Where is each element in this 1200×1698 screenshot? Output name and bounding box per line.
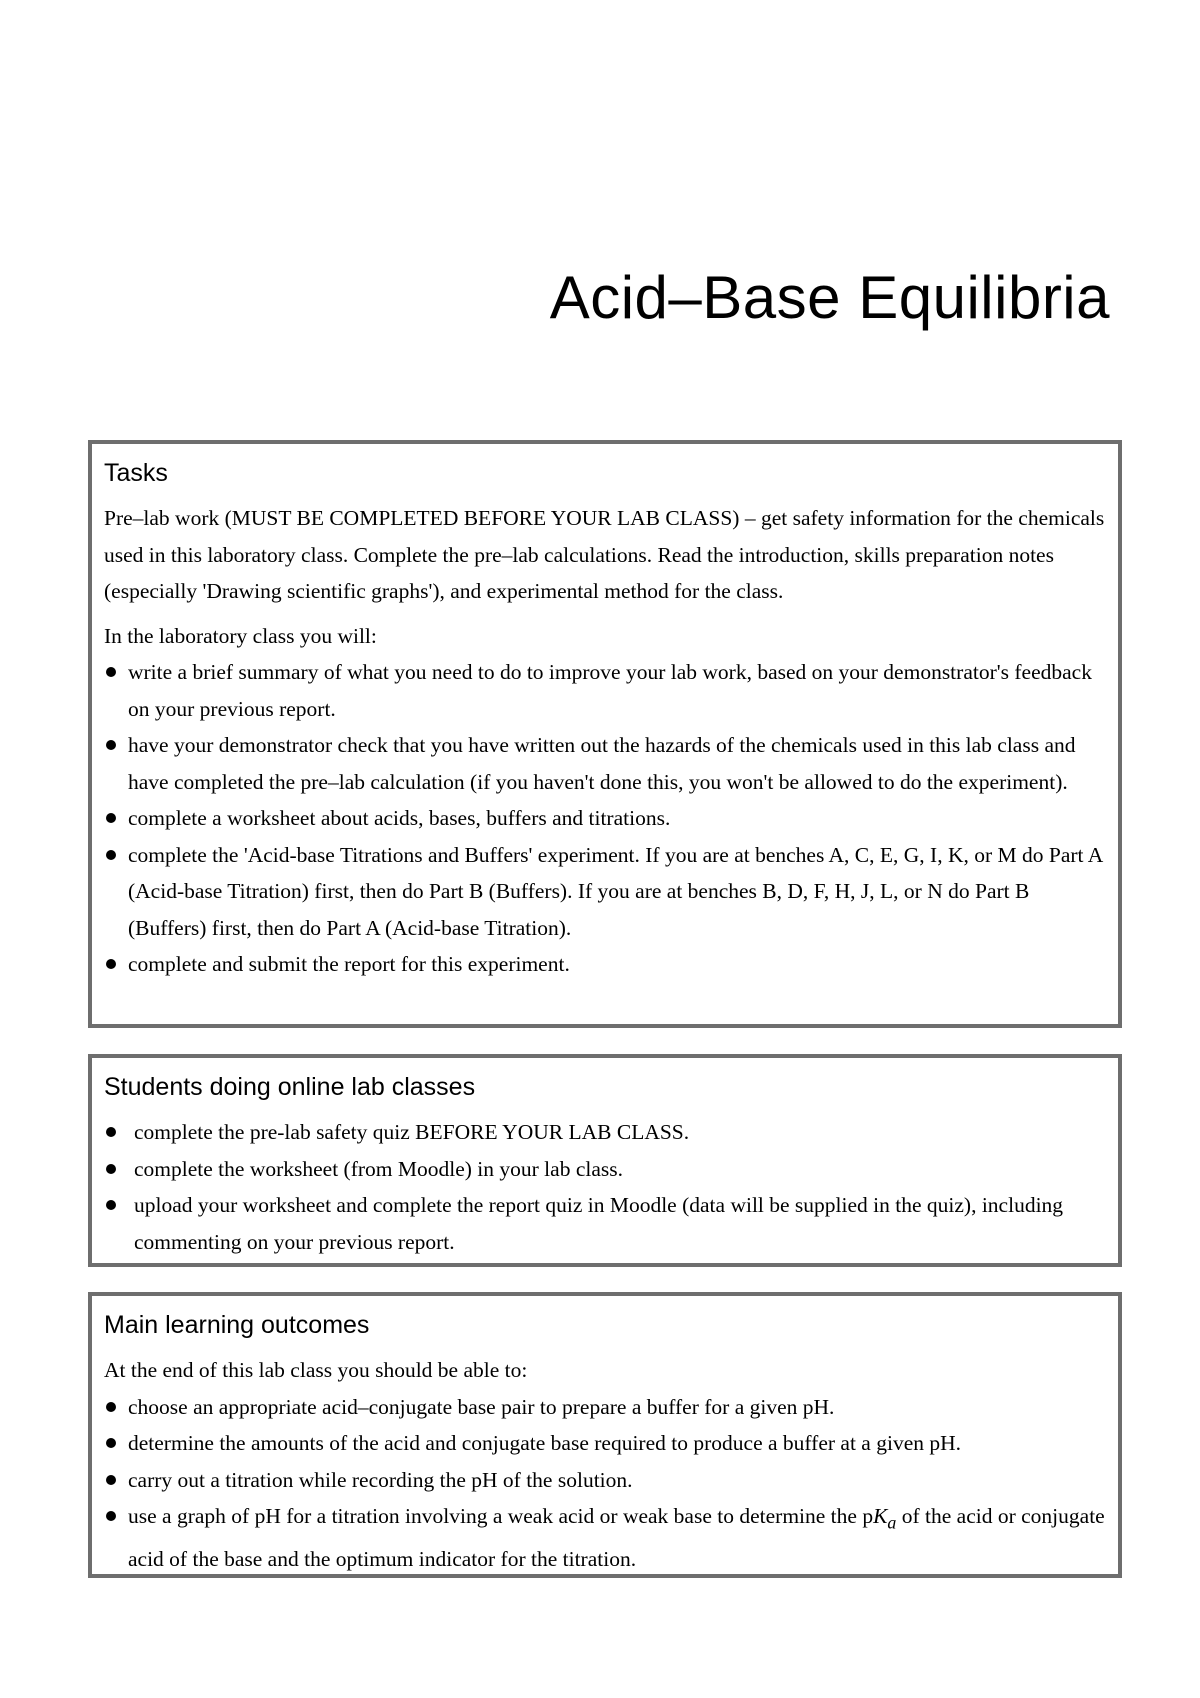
- outcomes-heading: Main learning outcomes: [104, 1311, 370, 1339]
- bullet-icon: [106, 1475, 116, 1485]
- tasks-heading: Tasks: [104, 459, 168, 487]
- list-item-text-before: use a graph of pH for a titration involving a weak acid or weak base to determine the p: [128, 1504, 874, 1528]
- learning-outcomes-box: [88, 1292, 1122, 1578]
- list-item-text: have your demonstrator check that you have written out the hazards of the chemicals used in this lab class and have completed the pre–lab calculation (if you haven't done this, you won't be allowed to do the experiment).: [128, 733, 1076, 794]
- bullet-icon: [106, 667, 116, 677]
- bullet-icon: [106, 1127, 116, 1137]
- tasks-box: [88, 440, 1122, 1028]
- tasks-intro: Pre–lab work (MUST BE COMPLETED BEFORE YOUR LAB CLASS) – get safety information for the chemicals used in this laboratory class. Complete the pre–lab calculations. Read the introduction, skills preparation notes (especially 'Drawing scientific graphs'), and experimental method for the class.: [104, 506, 1105, 603]
- tasks-list: [104, 654, 1106, 983]
- list-item-text: choose an appropriate acid–conjugate base pair to prepare a buffer for a given pH.: [128, 1394, 835, 1419]
- tasks-lead: In the laboratory class you will:: [104, 623, 377, 648]
- list-item: [104, 1498, 1106, 1577]
- bullet-icon: [106, 813, 116, 823]
- list-item: [104, 1389, 1106, 1426]
- list-item-text: determine the amounts of the acid and conjugate base required to produce a buffer at a given pH.: [128, 1431, 962, 1455]
- list-item: [104, 1114, 1106, 1151]
- list-item-text: complete the worksheet (from Moodle) in your lab class.: [134, 1156, 623, 1181]
- list-item-text: complete a worksheet about acids, bases, buffers and titrations.: [128, 806, 671, 830]
- page-title: Acid–Base Equilibria: [549, 264, 1110, 331]
- bullet-icon: [106, 850, 116, 860]
- list-item: [104, 1462, 1106, 1499]
- bullet-icon: [106, 1200, 116, 1210]
- list-item-text: complete the pre-lab safety quiz BEFORE YOUR LAB CLASS.: [134, 1120, 690, 1144]
- list-item: [104, 1151, 1106, 1188]
- list-item: [104, 1187, 1106, 1260]
- pka-symbol: K: [873, 1504, 888, 1528]
- bullet-icon: [106, 1164, 116, 1174]
- online-heading: Students doing online lab classes: [104, 1073, 476, 1101]
- list-item-text: carry out a titration while recording the pH of the solution.: [128, 1467, 633, 1492]
- list-item-text: write a brief summary of what you need to do to improve your lab work, based on your demonstrator's feedback on your previous report.: [128, 660, 1092, 721]
- bullet-icon: [106, 740, 116, 750]
- bullet-icon: [106, 959, 116, 969]
- online-classes-box: [88, 1054, 1122, 1267]
- list-item: [104, 1425, 1106, 1462]
- bullet-icon: [106, 1511, 116, 1521]
- list-item: [104, 946, 1106, 983]
- outcomes-lead: At the end of this lab class you should be able to:: [104, 1358, 528, 1382]
- list-item-text: complete the 'Acid-base Titrations and Buffers' experiment. If you are at benches A, C, E, G, I, K, or M do Part A (Acid-base Titration) first, then do Part B (Buffers). If you are at benches B, D, F, H, J, L, or N do Part B (Buffers) first, then do Part A (Acid-base Titration).: [128, 842, 1103, 940]
- list-item-text-after: of the acid or conjugate acid of the base and the optimum indicator for the titration.: [128, 1504, 1105, 1571]
- outcomes-list: [104, 1389, 1106, 1578]
- list-item-text: upload your worksheet and complete the report quiz in Moodle (data will be supplied in the quiz), including commenting on your previous report.: [134, 1193, 1064, 1254]
- list-item-text: complete and submit the report for this experiment.: [128, 952, 570, 976]
- pka-subscript: a: [887, 1512, 897, 1533]
- bullet-icon: [106, 1438, 116, 1448]
- list-item: [104, 837, 1106, 947]
- list-item: [104, 800, 1106, 837]
- list-item: [104, 654, 1106, 727]
- list-item: [104, 727, 1106, 800]
- online-list: [104, 1114, 1106, 1260]
- bullet-icon: [106, 1402, 116, 1412]
